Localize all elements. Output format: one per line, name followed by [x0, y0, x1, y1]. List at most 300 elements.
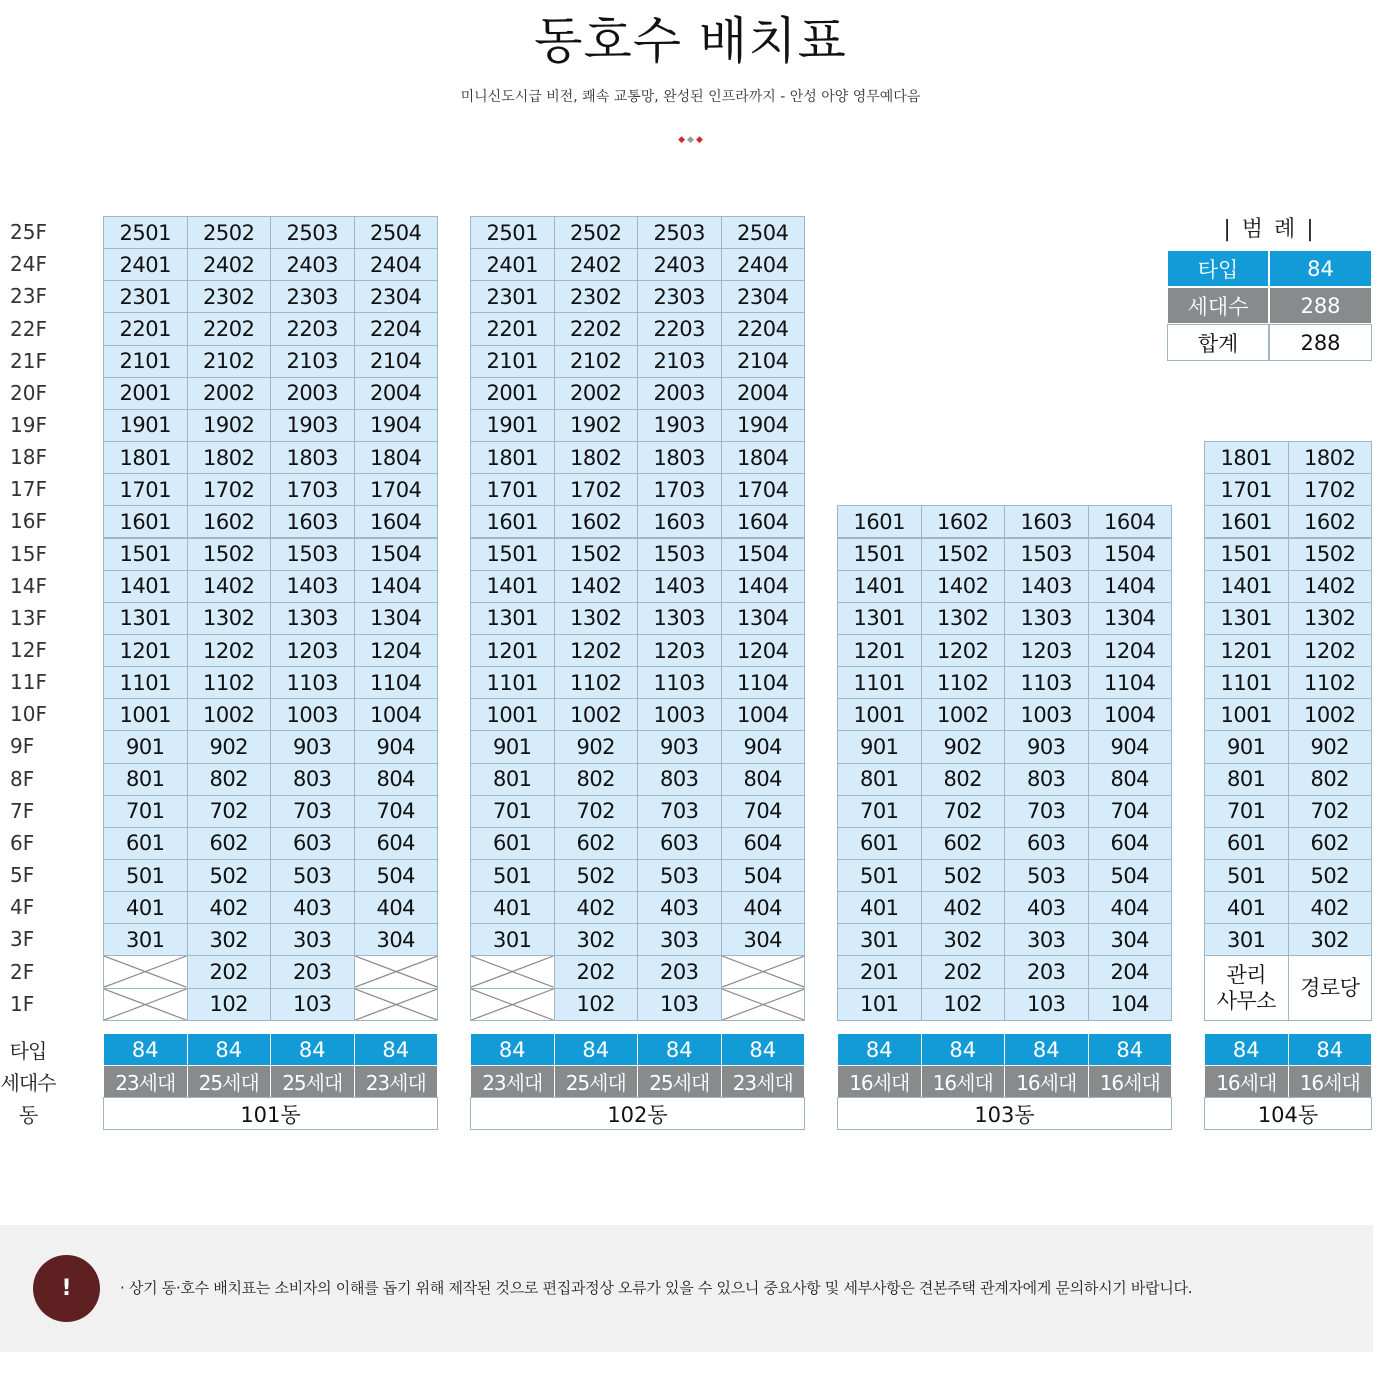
building-name: 103동 — [837, 1097, 1172, 1130]
unit-cell[interactable]: 402 — [921, 891, 1006, 924]
unit-cell[interactable]: 1502 — [187, 538, 272, 571]
unit-cell[interactable]: 402 — [554, 891, 639, 924]
unit-cell[interactable]: 103 — [1004, 988, 1089, 1021]
legend-value: 84 — [1269, 250, 1372, 287]
unit-cell[interactable]: 1101 — [837, 666, 922, 699]
unit-cell[interactable]: 302 — [187, 923, 272, 956]
unit-cell[interactable]: 1102 — [187, 666, 272, 699]
floor-label: 23F — [10, 284, 47, 309]
unit-cell[interactable]: 2004 — [721, 377, 806, 410]
unit-cell[interactable]: 1801 — [470, 441, 555, 474]
unit-cell[interactable]: 1303 — [637, 602, 722, 635]
unit-cell[interactable]: 801 — [837, 763, 922, 796]
unit-cell[interactable]: 603 — [637, 827, 722, 860]
unit-cell[interactable]: 1304 — [721, 602, 806, 635]
unit-cell[interactable]: 1102 — [554, 666, 639, 699]
unit-cell[interactable]: 902 — [554, 730, 639, 763]
unit-cell[interactable]: 1002 — [921, 698, 1006, 731]
unit-cell[interactable]: 1102 — [1288, 666, 1373, 699]
unit-cell[interactable]: 2003 — [270, 377, 355, 410]
unit-cell[interactable]: 903 — [270, 730, 355, 763]
unit-cell[interactable]: 801 — [1204, 763, 1289, 796]
unit-cell[interactable]: 401 — [470, 891, 555, 924]
unit-cell[interactable]: 1304 — [354, 602, 439, 635]
unit-cell[interactable]: 1701 — [1204, 473, 1289, 506]
unit-cell[interactable]: 1402 — [921, 570, 1006, 603]
unit-cell[interactable]: 402 — [1288, 891, 1373, 924]
unit-cell[interactable]: 2001 — [103, 377, 188, 410]
unit-cell[interactable]: 1503 — [1004, 538, 1089, 571]
unit-cell[interactable]: 1104 — [354, 666, 439, 699]
unit-cell[interactable]: 2503 — [270, 216, 355, 249]
households-cell: 23세대 — [721, 1065, 806, 1098]
unit-cell[interactable]: 404 — [354, 891, 439, 924]
unit-cell[interactable]: 1804 — [354, 441, 439, 474]
unit-cell[interactable]: 1404 — [721, 570, 806, 603]
unit-cell[interactable]: 1004 — [1088, 698, 1173, 731]
unit-cell[interactable]: 1503 — [637, 538, 722, 571]
unit-cell[interactable]: 1504 — [354, 538, 439, 571]
unit-cell[interactable]: 2502 — [554, 216, 639, 249]
unit-cell[interactable]: 303 — [637, 923, 722, 956]
unit-cell[interactable]: 304 — [721, 923, 806, 956]
unit-cell[interactable]: 902 — [1288, 730, 1373, 763]
unit-cell[interactable]: 304 — [1088, 923, 1173, 956]
unit-cell[interactable]: 602 — [921, 827, 1006, 860]
unit-cell[interactable]: 1602 — [921, 505, 1006, 538]
unit-cell[interactable]: 2401 — [103, 248, 188, 281]
unit-cell[interactable]: 1901 — [470, 409, 555, 442]
unit-cell[interactable]: 1701 — [470, 473, 555, 506]
unit-cell[interactable]: 504 — [721, 859, 806, 892]
unit-cell[interactable]: 1302 — [921, 602, 1006, 635]
unit-cell[interactable]: 103 — [270, 988, 355, 1021]
unit-cell[interactable]: 1604 — [354, 505, 439, 538]
unit-cell[interactable]: 304 — [354, 923, 439, 956]
unit-cell[interactable]: 1303 — [1004, 602, 1089, 635]
unit-cell[interactable]: 1404 — [1088, 570, 1173, 603]
unit-cell[interactable]: 1603 — [1004, 505, 1089, 538]
unit-cell[interactable]: 1004 — [354, 698, 439, 731]
unit-cell[interactable]: 104 — [1088, 988, 1173, 1021]
unit-cell[interactable]: 802 — [187, 763, 272, 796]
unit-cell[interactable]: 804 — [1088, 763, 1173, 796]
unit-cell[interactable]: 803 — [270, 763, 355, 796]
unit-cell[interactable]: 801 — [470, 763, 555, 796]
unit-cell[interactable]: 1902 — [554, 409, 639, 442]
unit-cell[interactable]: 204 — [1088, 955, 1173, 988]
unit-cell[interactable]: 1302 — [554, 602, 639, 635]
unit-cell[interactable]: 1103 — [270, 666, 355, 699]
unit-cell[interactable]: 1001 — [103, 698, 188, 731]
floor-label: 4F — [10, 895, 35, 920]
unit-cell[interactable]: 603 — [1004, 827, 1089, 860]
unit-cell[interactable]: 1101 — [1204, 666, 1289, 699]
unit-cell[interactable]: 1101 — [103, 666, 188, 699]
unit-cell[interactable]: 703 — [1004, 795, 1089, 828]
unit-cell[interactable]: 202 — [554, 955, 639, 988]
unit-cell[interactable]: 2001 — [470, 377, 555, 410]
unit-cell[interactable]: 2302 — [187, 280, 272, 313]
unit-cell[interactable]: 1801 — [1204, 441, 1289, 474]
unit-cell[interactable]: 504 — [1088, 859, 1173, 892]
unit-cell[interactable]: 1401 — [837, 570, 922, 603]
unit-cell[interactable]: 602 — [187, 827, 272, 860]
unit-cell[interactable]: 1302 — [187, 602, 272, 635]
unit-cell[interactable]: 1702 — [554, 473, 639, 506]
unit-cell[interactable]: 1602 — [1288, 505, 1373, 538]
unit-cell[interactable]: 803 — [637, 763, 722, 796]
unit-cell[interactable]: 2504 — [354, 216, 439, 249]
unit-cell[interactable]: 403 — [1004, 891, 1089, 924]
unit-cell[interactable]: 503 — [637, 859, 722, 892]
unit-cell[interactable]: 1704 — [721, 473, 806, 506]
unit-cell[interactable]: 2101 — [470, 345, 555, 378]
unit-cell[interactable]: 901 — [103, 730, 188, 763]
unit-cell[interactable]: 2002 — [554, 377, 639, 410]
unit-cell[interactable]: 404 — [721, 891, 806, 924]
unit-cell[interactable]: 603 — [270, 827, 355, 860]
unit-cell[interactable]: 2004 — [354, 377, 439, 410]
unit-cell[interactable]: 502 — [554, 859, 639, 892]
unit-cell[interactable]: 2103 — [270, 345, 355, 378]
unit-cell[interactable]: 1001 — [837, 698, 922, 731]
unit-cell[interactable]: 2501 — [470, 216, 555, 249]
unit-cell[interactable]: 1204 — [1088, 634, 1173, 667]
unit-cell[interactable]: 1402 — [1288, 570, 1373, 603]
unit-cell[interactable]: 2201 — [103, 312, 188, 345]
unit-cell[interactable]: 504 — [354, 859, 439, 892]
unit-cell[interactable]: 302 — [1288, 923, 1373, 956]
unit-cell[interactable]: 501 — [837, 859, 922, 892]
unit-cell[interactable]: 901 — [470, 730, 555, 763]
unit-cell[interactable]: 1604 — [721, 505, 806, 538]
unit-cell[interactable]: 2104 — [721, 345, 806, 378]
unit-cell[interactable]: 1702 — [1288, 473, 1373, 506]
unit-cell[interactable]: 801 — [103, 763, 188, 796]
unit-cell[interactable]: 1003 — [1004, 698, 1089, 731]
unit-cell[interactable]: 2403 — [637, 248, 722, 281]
unit-cell[interactable]: 701 — [103, 795, 188, 828]
unit-cell[interactable]: 1402 — [554, 570, 639, 603]
unit-cell[interactable]: 1104 — [721, 666, 806, 699]
unit-cell[interactable]: 1802 — [187, 441, 272, 474]
unit-cell[interactable]: 202 — [187, 955, 272, 988]
unit-cell[interactable]: 1202 — [1288, 634, 1373, 667]
unit-cell[interactable]: 102 — [554, 988, 639, 1021]
unit-cell[interactable]: 702 — [187, 795, 272, 828]
unit-cell[interactable]: 1203 — [270, 634, 355, 667]
unit-cell[interactable]: 2202 — [187, 312, 272, 345]
unit-cell[interactable]: 2204 — [721, 312, 806, 345]
unit-cell[interactable]: 1102 — [921, 666, 1006, 699]
unit-cell[interactable]: 2102 — [554, 345, 639, 378]
unit-cell[interactable]: 904 — [354, 730, 439, 763]
unit-cell[interactable]: 2402 — [554, 248, 639, 281]
unit-cell[interactable]: 2202 — [554, 312, 639, 345]
unit-cell[interactable]: 904 — [1088, 730, 1173, 763]
unit-cell[interactable]: 202 — [921, 955, 1006, 988]
unit-cell[interactable]: 2103 — [637, 345, 722, 378]
unit-cell[interactable]: 1602 — [187, 505, 272, 538]
unit-cell[interactable]: 903 — [637, 730, 722, 763]
unit-cell[interactable]: 1703 — [637, 473, 722, 506]
unit-cell[interactable]: 1203 — [1004, 634, 1089, 667]
unit-cell[interactable]: 1903 — [637, 409, 722, 442]
unit-cell[interactable]: 303 — [270, 923, 355, 956]
unit-cell[interactable]: 2304 — [721, 280, 806, 313]
unit-cell[interactable]: 1101 — [470, 666, 555, 699]
unit-cell[interactable]: 802 — [1288, 763, 1373, 796]
floor-label: 20F — [10, 380, 47, 405]
unit-cell[interactable]: 1002 — [1288, 698, 1373, 731]
unit-cell[interactable]: 2301 — [103, 280, 188, 313]
unit-cell[interactable]: 402 — [187, 891, 272, 924]
unit-cell[interactable]: 1501 — [837, 538, 922, 571]
unit-cell[interactable]: 1301 — [470, 602, 555, 635]
unit-cell[interactable]: 502 — [187, 859, 272, 892]
unit-cell[interactable]: 301 — [470, 923, 555, 956]
unit-cell[interactable]: 901 — [837, 730, 922, 763]
unit-cell[interactable]: 2501 — [103, 216, 188, 249]
unit-cell[interactable]: 401 — [103, 891, 188, 924]
unit-cell[interactable]: 2404 — [354, 248, 439, 281]
unit-cell[interactable]: 1301 — [103, 602, 188, 635]
unit-cell[interactable]: 301 — [837, 923, 922, 956]
unit-cell[interactable]: 1501 — [103, 538, 188, 571]
unit-cell[interactable]: 2503 — [637, 216, 722, 249]
unit-cell[interactable]: 503 — [1004, 859, 1089, 892]
unit-cell[interactable]: 804 — [721, 763, 806, 796]
unit-cell[interactable]: 1103 — [637, 666, 722, 699]
unit-cell[interactable]: 2204 — [354, 312, 439, 345]
unit-cell[interactable]: 1403 — [1004, 570, 1089, 603]
unit-cell[interactable]: 2504 — [721, 216, 806, 249]
unit-cell[interactable]: 2101 — [103, 345, 188, 378]
empty-unit — [103, 955, 188, 988]
unit-cell[interactable]: 804 — [354, 763, 439, 796]
unit-cell[interactable]: 1701 — [103, 473, 188, 506]
unit-cell[interactable]: 1801 — [103, 441, 188, 474]
unit-cell[interactable]: 1002 — [554, 698, 639, 731]
floor-label: 16F — [10, 509, 47, 534]
unit-cell[interactable]: 704 — [721, 795, 806, 828]
unit-cell[interactable]: 601 — [837, 827, 922, 860]
unit-cell[interactable]: 502 — [921, 859, 1006, 892]
unit-cell[interactable]: 502 — [1288, 859, 1373, 892]
unit-cell[interactable]: 2404 — [721, 248, 806, 281]
unit-cell[interactable]: 1901 — [103, 409, 188, 442]
unit-cell[interactable]: 902 — [187, 730, 272, 763]
floor-label: 22F — [10, 316, 47, 341]
unit-cell[interactable]: 1904 — [354, 409, 439, 442]
unit-cell[interactable]: 1202 — [921, 634, 1006, 667]
unit-cell[interactable]: 703 — [270, 795, 355, 828]
unit-cell[interactable]: 1001 — [1204, 698, 1289, 731]
unit-cell[interactable]: 1602 — [554, 505, 639, 538]
unit-cell[interactable]: 1202 — [187, 634, 272, 667]
unit-cell[interactable]: 303 — [1004, 923, 1089, 956]
unit-cell[interactable]: 702 — [1288, 795, 1373, 828]
unit-cell[interactable]: 1201 — [103, 634, 188, 667]
unit-cell[interactable]: 902 — [921, 730, 1006, 763]
unit-cell[interactable]: 704 — [1088, 795, 1173, 828]
unit-cell[interactable]: 1201 — [837, 634, 922, 667]
unit-cell[interactable]: 604 — [1088, 827, 1173, 860]
unit-cell[interactable]: 1804 — [721, 441, 806, 474]
unit-cell[interactable]: 2303 — [270, 280, 355, 313]
unit-cell[interactable]: 904 — [721, 730, 806, 763]
unit-cell[interactable]: 1904 — [721, 409, 806, 442]
unit-cell[interactable]: 2203 — [637, 312, 722, 345]
unit-cell[interactable]: 1202 — [554, 634, 639, 667]
unit-cell[interactable]: 1203 — [637, 634, 722, 667]
unit-cell[interactable]: 1503 — [270, 538, 355, 571]
unit-cell[interactable]: 1504 — [1088, 538, 1173, 571]
legend-value: 288 — [1269, 324, 1372, 361]
unit-cell[interactable]: 2002 — [187, 377, 272, 410]
unit-cell[interactable]: 1003 — [270, 698, 355, 731]
unit-cell[interactable]: 1404 — [354, 570, 439, 603]
unit-cell[interactable]: 103 — [637, 988, 722, 1021]
unit-cell[interactable]: 2402 — [187, 248, 272, 281]
unit-cell[interactable]: 1502 — [1288, 538, 1373, 571]
unit-cell[interactable]: 1201 — [1204, 634, 1289, 667]
unit-cell[interactable]: 1401 — [470, 570, 555, 603]
building-name: 102동 — [470, 1097, 805, 1130]
unit-cell[interactable]: 1502 — [554, 538, 639, 571]
unit-cell[interactable]: 203 — [637, 955, 722, 988]
unit-cell[interactable]: 1103 — [1004, 666, 1089, 699]
unit-cell[interactable]: 2401 — [470, 248, 555, 281]
unit-cell[interactable]: 2502 — [187, 216, 272, 249]
unit-cell[interactable]: 803 — [1004, 763, 1089, 796]
unit-cell[interactable]: 102 — [921, 988, 1006, 1021]
unit-cell[interactable]: 1302 — [1288, 602, 1373, 635]
unit-cell[interactable]: 1403 — [637, 570, 722, 603]
unit-cell[interactable]: 2104 — [354, 345, 439, 378]
unit-cell[interactable]: 602 — [554, 827, 639, 860]
unit-cell[interactable]: 1402 — [187, 570, 272, 603]
unit-cell[interactable]: 802 — [554, 763, 639, 796]
unit-cell[interactable]: 1803 — [270, 441, 355, 474]
type-cell: 84 — [103, 1033, 188, 1066]
unit-cell[interactable]: 301 — [1204, 923, 1289, 956]
unit-cell[interactable]: 1702 — [187, 473, 272, 506]
unit-cell[interactable]: 1601 — [1204, 505, 1289, 538]
unit-cell[interactable]: 703 — [637, 795, 722, 828]
unit-cell[interactable]: 601 — [103, 827, 188, 860]
unit-cell[interactable]: 2403 — [270, 248, 355, 281]
unit-cell[interactable]: 301 — [103, 923, 188, 956]
unit-cell[interactable]: 1603 — [270, 505, 355, 538]
unit-cell[interactable]: 403 — [270, 891, 355, 924]
unit-cell[interactable]: 503 — [270, 859, 355, 892]
unit-cell[interactable]: 1001 — [470, 698, 555, 731]
unit-cell[interactable]: 101 — [837, 988, 922, 1021]
unit-cell[interactable]: 2003 — [637, 377, 722, 410]
unit-cell[interactable]: 1204 — [721, 634, 806, 667]
unit-cell[interactable]: 203 — [270, 955, 355, 988]
unit-cell[interactable]: 404 — [1088, 891, 1173, 924]
unit-cell[interactable]: 1204 — [354, 634, 439, 667]
unit-cell[interactable]: 501 — [103, 859, 188, 892]
unit-cell[interactable]: 403 — [637, 891, 722, 924]
unit-cell[interactable]: 601 — [470, 827, 555, 860]
unit-cell[interactable]: 401 — [837, 891, 922, 924]
unit-cell[interactable]: 401 — [1204, 891, 1289, 924]
unit-cell[interactable]: 203 — [1004, 955, 1089, 988]
unit-cell[interactable]: 1304 — [1088, 602, 1173, 635]
unit-cell[interactable]: 302 — [554, 923, 639, 956]
unit-cell[interactable]: 1603 — [637, 505, 722, 538]
unit-cell[interactable]: 1601 — [837, 505, 922, 538]
unit-cell[interactable]: 1501 — [470, 538, 555, 571]
unit-cell[interactable]: 2301 — [470, 280, 555, 313]
unit-cell[interactable]: 501 — [470, 859, 555, 892]
unit-cell[interactable]: 1003 — [637, 698, 722, 731]
unit-cell[interactable]: 1004 — [721, 698, 806, 731]
unit-cell[interactable]: 1502 — [921, 538, 1006, 571]
unit-cell[interactable]: 1403 — [270, 570, 355, 603]
unit-cell[interactable]: 2302 — [554, 280, 639, 313]
unit-cell[interactable]: 903 — [1004, 730, 1089, 763]
unit-cell[interactable]: 604 — [721, 827, 806, 860]
unit-cell[interactable]: 901 — [1204, 730, 1289, 763]
unit-cell[interactable]: 704 — [354, 795, 439, 828]
unit-cell[interactable]: 1301 — [1204, 602, 1289, 635]
unit-cell[interactable]: 1201 — [470, 634, 555, 667]
unit-cell[interactable]: 2102 — [187, 345, 272, 378]
unit-cell[interactable]: 302 — [921, 923, 1006, 956]
unit-cell[interactable]: 701 — [837, 795, 922, 828]
unit-cell[interactable]: 201 — [837, 955, 922, 988]
unit-cell[interactable]: 1501 — [1204, 538, 1289, 571]
unit-cell[interactable]: 701 — [470, 795, 555, 828]
unit-cell[interactable]: 1401 — [103, 570, 188, 603]
unit-cell[interactable]: 2304 — [354, 280, 439, 313]
unit-cell[interactable]: 1604 — [1088, 505, 1173, 538]
unit-cell[interactable]: 1002 — [187, 698, 272, 731]
unit-cell[interactable]: 1803 — [637, 441, 722, 474]
unit-cell[interactable]: 1601 — [470, 505, 555, 538]
unit-cell[interactable]: 1902 — [187, 409, 272, 442]
unit-cell[interactable]: 604 — [354, 827, 439, 860]
unit-cell[interactable]: 501 — [1204, 859, 1289, 892]
unit-cell[interactable]: 1401 — [1204, 570, 1289, 603]
unit-cell[interactable]: 702 — [554, 795, 639, 828]
unit-cell[interactable]: 1903 — [270, 409, 355, 442]
unit-cell[interactable]: 2201 — [470, 312, 555, 345]
unit-cell[interactable]: 1802 — [1288, 441, 1373, 474]
unit-cell[interactable]: 1504 — [721, 538, 806, 571]
unit-cell[interactable]: 2303 — [637, 280, 722, 313]
unit-cell[interactable]: 601 — [1204, 827, 1289, 860]
unit-cell[interactable]: 1301 — [837, 602, 922, 635]
unit-cell[interactable]: 2203 — [270, 312, 355, 345]
unit-cell[interactable]: 701 — [1204, 795, 1289, 828]
unit-cell[interactable]: 802 — [921, 763, 1006, 796]
unit-cell[interactable]: 602 — [1288, 827, 1373, 860]
unit-cell[interactable]: 1704 — [354, 473, 439, 506]
unit-cell[interactable]: 102 — [187, 988, 272, 1021]
unit-cell[interactable]: 1104 — [1088, 666, 1173, 699]
unit-cell[interactable]: 1802 — [554, 441, 639, 474]
unit-cell[interactable]: 702 — [921, 795, 1006, 828]
unit-cell[interactable]: 1303 — [270, 602, 355, 635]
unit-cell[interactable]: 1601 — [103, 505, 188, 538]
unit-cell[interactable]: 1703 — [270, 473, 355, 506]
